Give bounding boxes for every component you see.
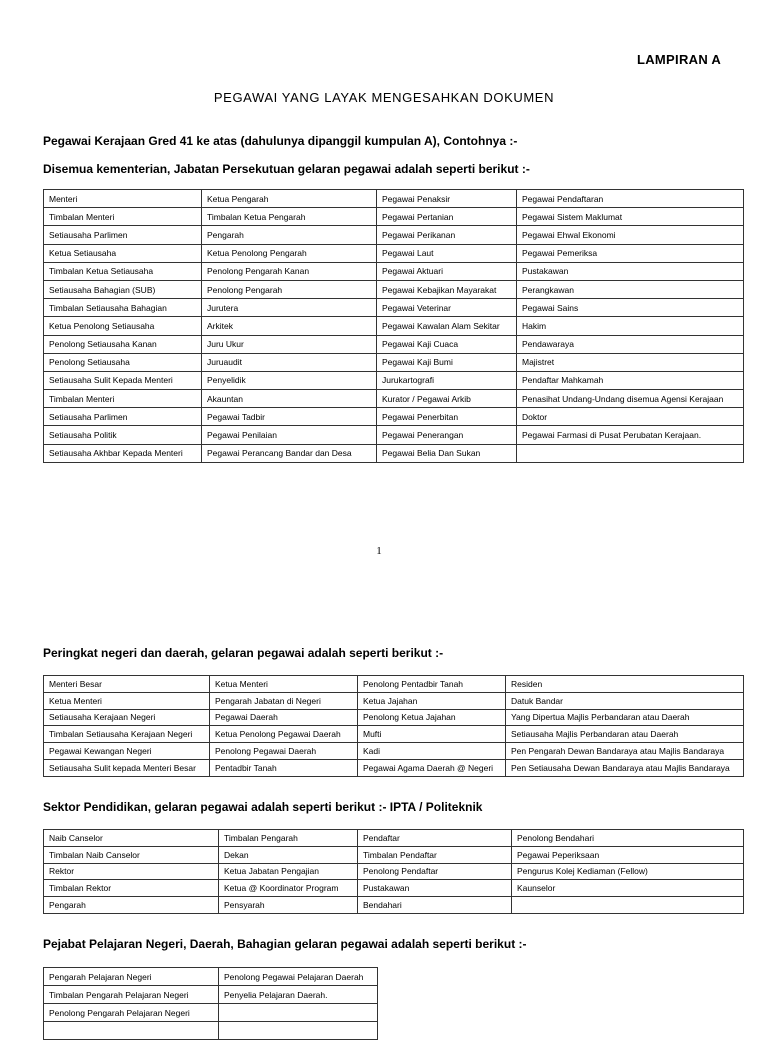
table-cell: Penyelidik	[202, 371, 377, 389]
table-cell: Pengarah	[44, 897, 219, 914]
table-cell: Pensyarah	[219, 897, 358, 914]
table-cell: Datuk Bandar	[506, 692, 744, 709]
table-row	[44, 880, 744, 897]
table-row	[44, 830, 744, 847]
table-cell: Pegawai Kaji Bumi	[377, 353, 517, 371]
table-cell: Timbalan Pengarah	[219, 830, 358, 847]
table-cell: Timbalan Naib Canselor	[44, 846, 219, 863]
table-cell: Jurutera	[202, 299, 377, 317]
table-row	[44, 426, 744, 444]
table-cell: Setiausaha Bahagian (SUB)	[44, 280, 202, 298]
table-cell: Rektor	[44, 863, 219, 880]
table-cell: Pegawai Veterinar	[377, 299, 517, 317]
table-row	[44, 743, 744, 760]
table-cell: Timbalan Menteri	[44, 208, 202, 226]
table-cell: Timbalan Pengarah Pelajaran Negeri	[44, 986, 219, 1004]
state-district-officers-table	[43, 675, 744, 777]
table-row	[44, 208, 744, 226]
table-cell: Hakim	[517, 317, 744, 335]
table-cell: Pegawai Aktuari	[377, 262, 517, 280]
table-cell: Juru Ukur	[202, 335, 377, 353]
table-cell: Penolong Pentadbir Tanah	[358, 676, 506, 693]
table-row	[44, 1022, 378, 1040]
table-cell: Ketua @ Koordinator Program	[219, 880, 358, 897]
table-cell: Menteri	[44, 190, 202, 208]
table-cell: Timbalan Pendaftar	[358, 846, 512, 863]
table-cell: Penolong Pengarah Kanan	[202, 262, 377, 280]
section2-heading: Peringkat negeri dan daerah, gelaran pegawai adalah seperti berikut :-	[43, 646, 444, 660]
table-cell: Pegawai Sains	[517, 299, 744, 317]
table-cell: Penolong Pengarah Pelajaran Negeri	[44, 1004, 219, 1022]
table-cell: Majistret	[517, 353, 744, 371]
table-cell	[512, 897, 744, 914]
table-cell: Ketua Setiausaha	[44, 244, 202, 262]
table-row	[44, 726, 744, 743]
table-cell: Pegawai Farmasi di Pusat Perubatan Kerajaan.	[517, 426, 744, 444]
table-row	[44, 390, 744, 408]
table-cell: Pegawai Agama Daerah @ Negeri	[358, 759, 506, 776]
table-cell: Penolong Pengarah	[202, 280, 377, 298]
document-title: PEGAWAI YANG LAYAK MENGESAHKAN DOKUMEN	[213, 90, 555, 105]
table-cell: Pegawai Penerbitan	[377, 408, 517, 426]
table-cell: Pendaftar	[358, 830, 512, 847]
page-number: 1	[376, 545, 382, 557]
table-cell: Pustakawan	[358, 880, 512, 897]
table-row	[44, 1004, 378, 1022]
table-row	[44, 244, 744, 262]
table-cell: Pendawaraya	[517, 335, 744, 353]
table-cell: Ketua Penolong Setiausaha	[44, 317, 202, 335]
table-row	[44, 897, 744, 914]
table-cell: Timbalan Setiausaha Kerajaan Negeri	[44, 726, 210, 743]
table-cell	[219, 1004, 378, 1022]
table-row	[44, 759, 744, 776]
table-cell: Pegawai Ehwal Ekonomi	[517, 226, 744, 244]
table-cell: Pendaftar Mahkamah	[517, 371, 744, 389]
table-cell: Penolong Setiausaha Kanan	[44, 335, 202, 353]
section4-heading: Pejabat Pelajaran Negeri, Daerah, Bahagian gelaran pegawai adalah seperti berikut :-	[43, 937, 527, 951]
table-cell: Jurukartografi	[377, 371, 517, 389]
table-row	[44, 280, 744, 298]
table-cell: Penyelia Pelajaran Daerah.	[219, 986, 378, 1004]
table-cell: Pegawai Perikanan	[377, 226, 517, 244]
table-cell: Pegawai Penerangan	[377, 426, 517, 444]
table-cell: Pengarah Jabatan di Negeri	[210, 692, 358, 709]
table-cell: Pengarah Pelajaran Negeri	[44, 968, 219, 986]
table-cell: Pegawai Penaksir	[377, 190, 517, 208]
table-cell: Ketua Penolong Pengarah	[202, 244, 377, 262]
table-cell: Timbalan Menteri	[44, 390, 202, 408]
table-row	[44, 968, 378, 986]
table-row	[44, 335, 744, 353]
table-cell: Timbalan Ketua Setiausaha	[44, 262, 202, 280]
table-cell: Pegawai Daerah	[210, 709, 358, 726]
table-row	[44, 317, 744, 335]
table-cell: Pegawai Pemeriksa	[517, 244, 744, 262]
table-cell: Residen	[506, 676, 744, 693]
table-row	[44, 692, 744, 709]
section3-heading: Sektor Pendidikan, gelaran pegawai adalah seperti berikut :- IPTA / Politeknik	[43, 800, 483, 814]
table-cell	[44, 1022, 219, 1040]
table-cell: Penolong Bendahari	[512, 830, 744, 847]
table-cell: Naib Canselor	[44, 830, 219, 847]
table-cell: Pegawai Sistem Maklumat	[517, 208, 744, 226]
table-cell: Pegawai Pendaftaran	[517, 190, 744, 208]
table-cell: Penolong Pendaftar	[358, 863, 512, 880]
table-cell: Penolong Setiausaha	[44, 353, 202, 371]
section1-heading: Disemua kementerian, Jabatan Persekutuan gelaran pegawai adalah seperti berikut :-	[43, 162, 530, 176]
table-cell: Juruaudit	[202, 353, 377, 371]
table-cell: Pegawai Perancang Bandar dan Desa	[202, 444, 377, 462]
table-cell: Setiausaha Akhbar Kepada Menteri	[44, 444, 202, 462]
table-cell: Ketua Jabatan Pengajian	[219, 863, 358, 880]
table-row	[44, 408, 744, 426]
table-row	[44, 371, 744, 389]
table-row	[44, 299, 744, 317]
table-cell: Pegawai Tadbir	[202, 408, 377, 426]
table-cell: Penolong Pegawai Pelajaran Daerah	[219, 968, 378, 986]
ipta-politeknik-table	[43, 829, 744, 914]
table-row	[44, 444, 744, 462]
table-cell: Yang Dipertua Majlis Perbandaran atau Daerah	[506, 709, 744, 726]
table-cell: Ketua Pengarah	[202, 190, 377, 208]
table-cell: Pegawai Kawalan Alam Sekitar	[377, 317, 517, 335]
table-cell: Ketua Penolong Pegawai Daerah	[210, 726, 358, 743]
table-cell	[219, 1022, 378, 1040]
table-row	[44, 846, 744, 863]
table-cell: Pen Setiausaha Dewan Bandaraya atau Majlis Bandaraya	[506, 759, 744, 776]
table-cell: Pegawai Belia Dan Sukan	[377, 444, 517, 462]
table-cell: Penasihat Undang-Undang disemua Agensi Kerajaan	[517, 390, 744, 408]
table-cell: Penolong Ketua Jajahan	[358, 709, 506, 726]
table-cell: Pengurus Kolej Kediaman (Fellow)	[512, 863, 744, 880]
table-cell: Timbalan Rektor	[44, 880, 219, 897]
table-cell: Setiausaha Sulit Kepada Menteri	[44, 371, 202, 389]
table-cell: Setiausaha Parlimen	[44, 408, 202, 426]
table-cell: Mufti	[358, 726, 506, 743]
table-cell: Pustakawan	[517, 262, 744, 280]
table-cell: Setiausaha Kerajaan Negeri	[44, 709, 210, 726]
annex-label: LAMPIRAN A	[637, 52, 722, 67]
federal-officers-table	[43, 189, 744, 463]
table-cell: Pegawai Peperiksaan	[512, 846, 744, 863]
table-cell: Pengarah	[202, 226, 377, 244]
table-cell: Pegawai Kebajikan Mayarakat	[377, 280, 517, 298]
table-cell: Kadi	[358, 743, 506, 760]
table-cell: Ketua Jajahan	[358, 692, 506, 709]
education-office-table	[43, 967, 378, 1040]
table-row	[44, 863, 744, 880]
table-cell: Ketua Menteri	[44, 692, 210, 709]
table-cell: Doktor	[517, 408, 744, 426]
table-cell: Pentadbir Tanah	[210, 759, 358, 776]
table-cell: Setiausaha Sulit kepada Menteri Besar	[44, 759, 210, 776]
table-cell: Pegawai Laut	[377, 244, 517, 262]
table-cell: Pegawai Kewangan Negeri	[44, 743, 210, 760]
table-cell: Penolong Pegawai Daerah	[210, 743, 358, 760]
table-cell: Setiausaha Politik	[44, 426, 202, 444]
intro-heading: Pegawai Kerajaan Gred 41 ke atas (dahulunya dipanggil kumpulan A), Contohnya :-	[43, 134, 518, 148]
table-cell: Setiausaha Parlimen	[44, 226, 202, 244]
table-cell	[517, 444, 744, 462]
table-cell: Timbalan Setiausaha Bahagian	[44, 299, 202, 317]
table-cell: Perangkawan	[517, 280, 744, 298]
table-cell: Timbalan Ketua Pengarah	[202, 208, 377, 226]
table-cell: Pegawai Pertanian	[377, 208, 517, 226]
table-row	[44, 353, 744, 371]
table-cell: Kaunselor	[512, 880, 744, 897]
table-row	[44, 226, 744, 244]
table-cell: Pen Pengarah Dewan Bandaraya atau Majlis Bandaraya	[506, 743, 744, 760]
table-cell: Akauntan	[202, 390, 377, 408]
table-row	[44, 190, 744, 208]
table-row	[44, 986, 378, 1004]
table-row	[44, 676, 744, 693]
table-cell: Ketua Menteri	[210, 676, 358, 693]
table-row	[44, 709, 744, 726]
table-cell: Dekan	[219, 846, 358, 863]
table-cell: Pegawai Kaji Cuaca	[377, 335, 517, 353]
table-cell: Bendahari	[358, 897, 512, 914]
table-row	[44, 262, 744, 280]
table-cell: Menteri Besar	[44, 676, 210, 693]
table-cell: Setiausaha Majlis Perbandaran atau Daerah	[506, 726, 744, 743]
table-cell: Pegawai Penilaian	[202, 426, 377, 444]
table-cell: Kurator / Pegawai Arkib	[377, 390, 517, 408]
table-cell: Arkitek	[202, 317, 377, 335]
